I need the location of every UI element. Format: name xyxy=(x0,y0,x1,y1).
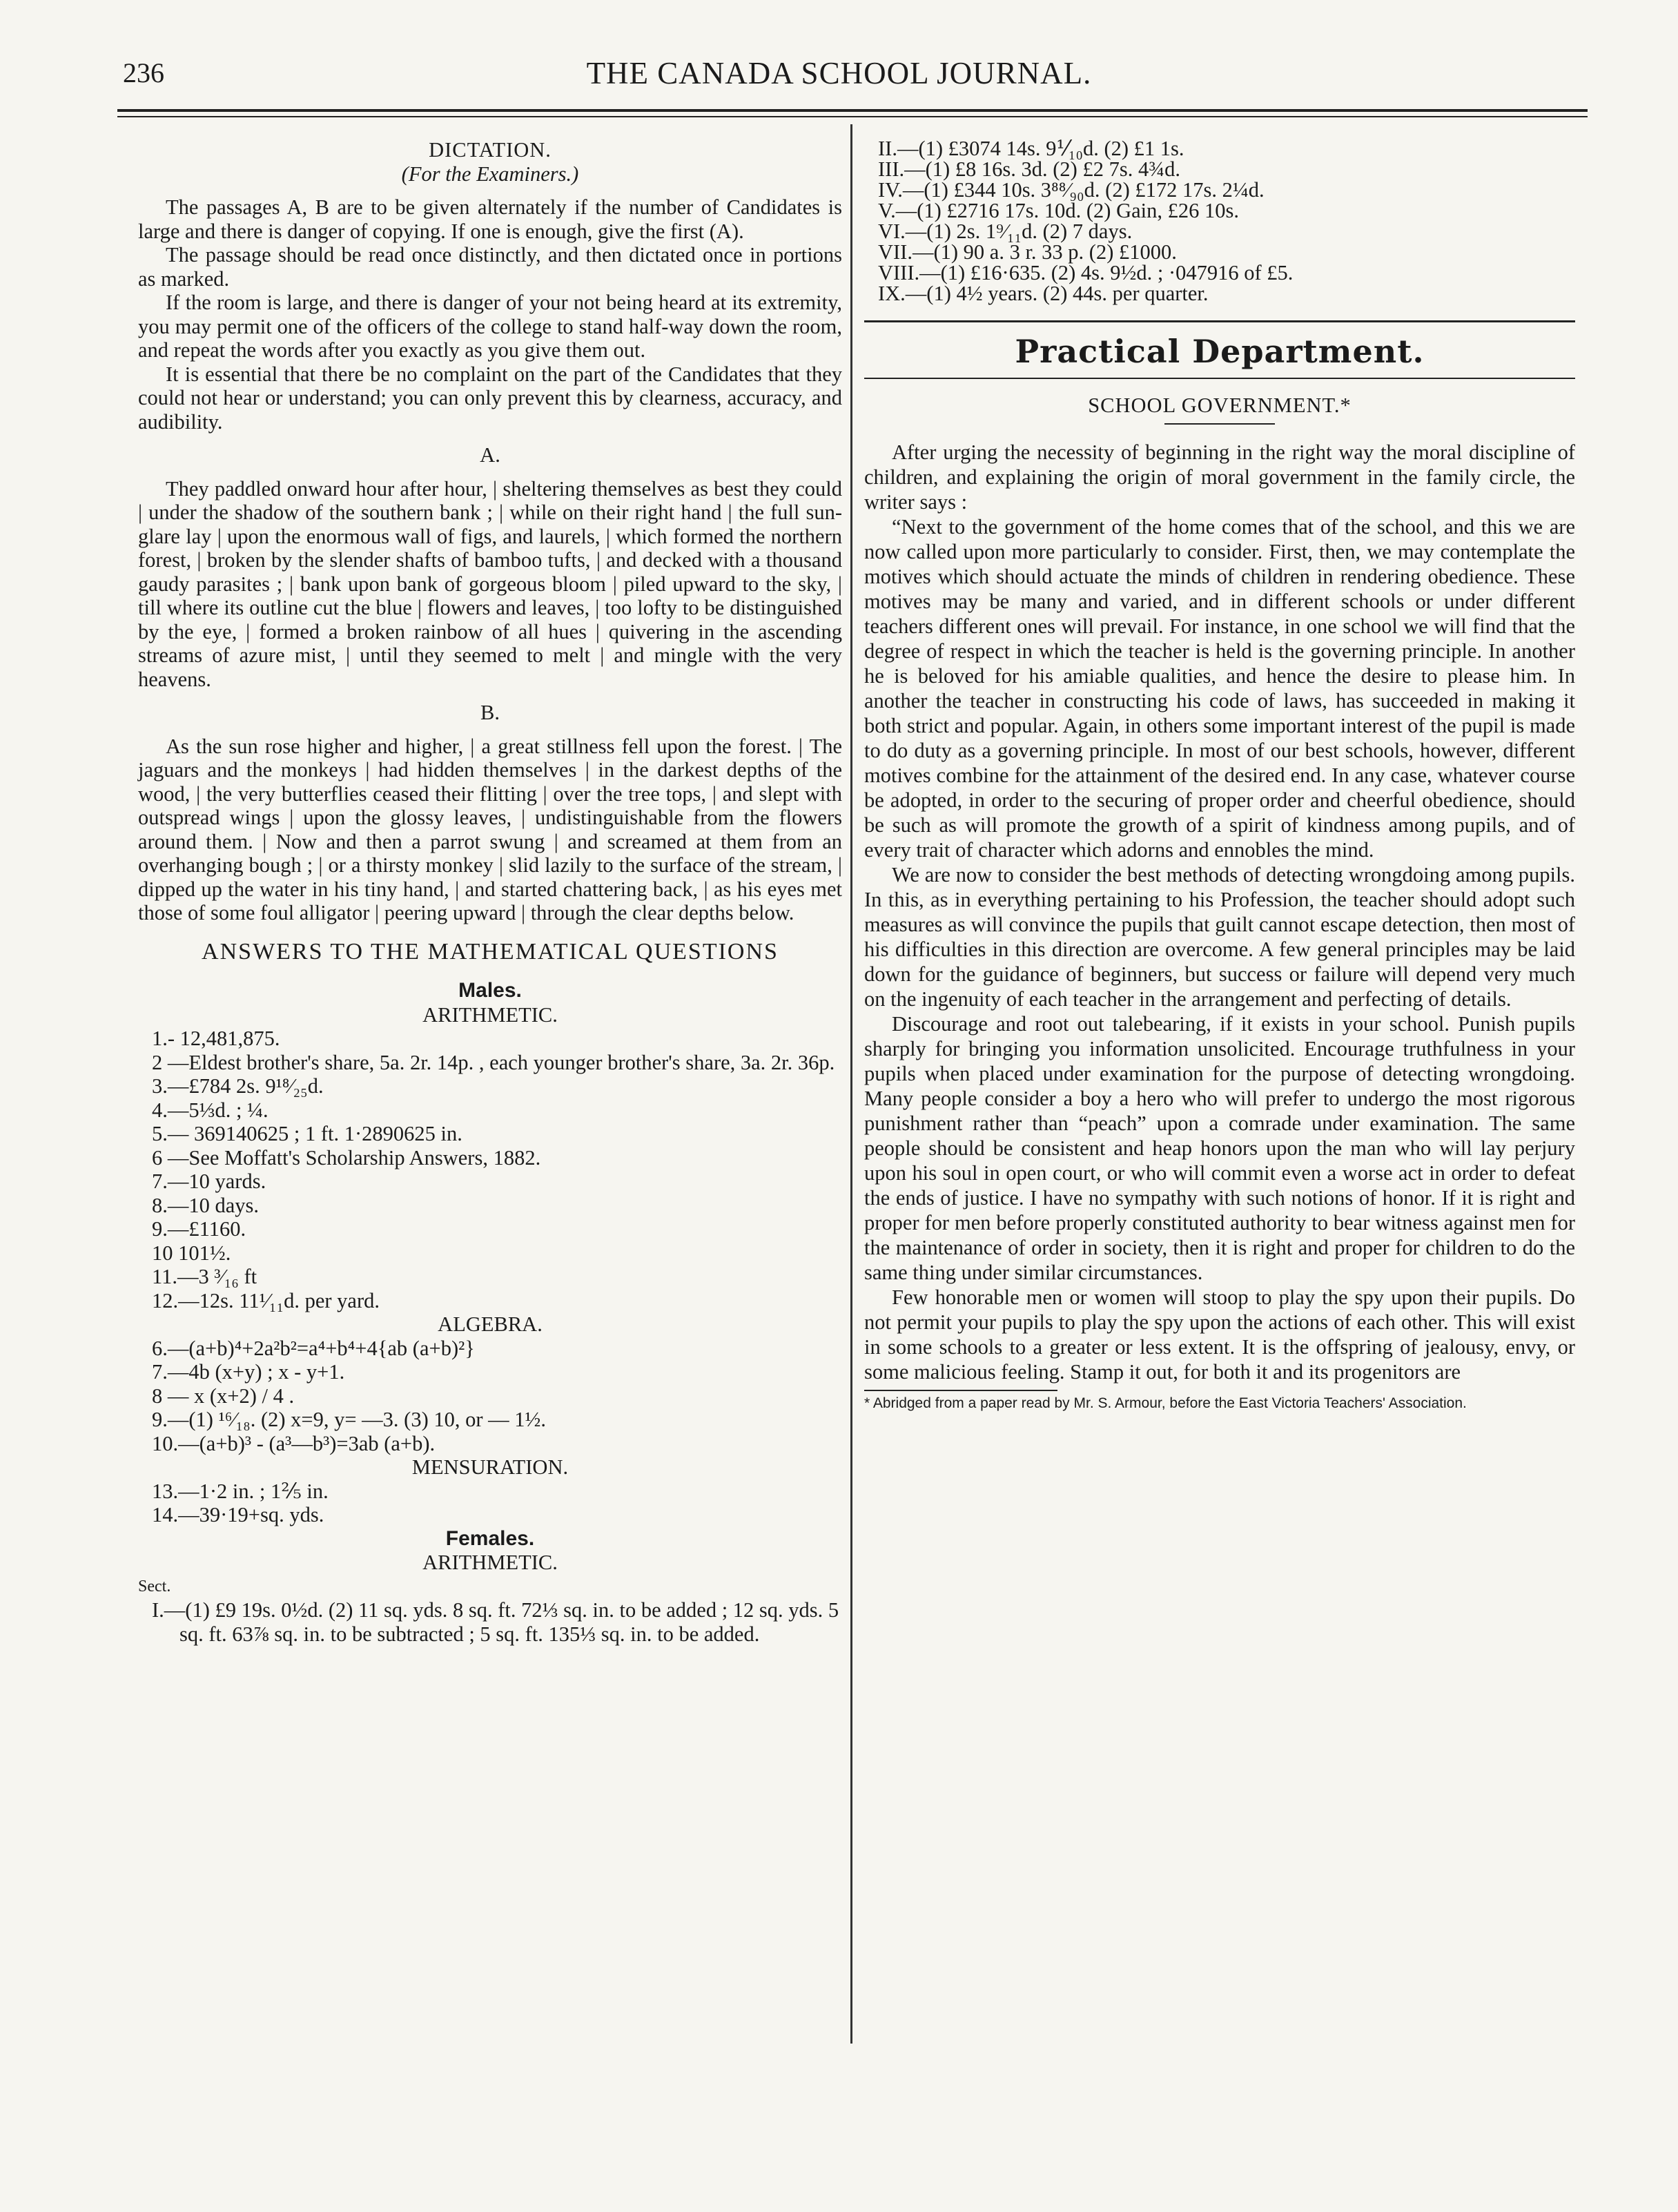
footnote: * Abridged from a paper read by Mr. S. Armour, before the East Victoria Teachers' Association. xyxy=(864,1395,1467,1411)
passage-a-label: A. xyxy=(480,443,500,467)
answer-line: 9.—£1160. xyxy=(152,1217,246,1241)
answer-line: V.—(1) £2716 17s. 10d. (2) Gain, £26 10s. xyxy=(878,199,1239,222)
answer-line: 8 — x (x+2) / 4 . xyxy=(152,1384,295,1408)
journal-title: THE CANADA SCHOOL JOURNAL. xyxy=(586,56,1092,90)
answer-line: 1.- 12,481,875. xyxy=(152,1027,280,1050)
page-number: 236 xyxy=(123,57,164,88)
answer-line: 4.—5⅓d. ; ¼. xyxy=(152,1098,269,1122)
passage-b: As the sun rose higher and higher, | a great stillness fell upon the forest. | The jaguars and the monkeys | had hidden themselves | in the darkest depths of the wood, | the very butterflies ceased their flitting | over the tree tops, | and slept with outspread wings | upon the glossy leaves, | undistinguishable from the flowers around them. | Now and then a parrot swung | and screamed at them from an overhanging bough ; | or a thirsty monkey | slid lazily to the surface of the stream, | dipped up the water in his tiny hand, | and started chattering back, | as his eyes met those of some foul alligator | peering upward | through the clear depths below. xyxy=(138,734,842,924)
body-paragraph: After urging the necessity of beginning in the right way the moral discipline of children, and explaining the origin of moral government in the family circle, the writer says : xyxy=(864,440,1575,514)
sect-label: Sect. xyxy=(138,1577,171,1595)
left-column xyxy=(138,138,842,1646)
header-rule xyxy=(117,109,1588,112)
answer-line: IV.—(1) £344 10s. 3⁸⁸⁄₉₀d. (2) £172 17s. 2¼d. xyxy=(878,178,1265,202)
short-rule xyxy=(1164,423,1275,425)
body-paragraph: We are now to consider the best methods of detecting wrongdoing among pupils. In this, as in everything pertaining to his Profession, the teacher should adopt such measures as will convince the pupils that guilt cannot escape detection, then most of his difficulties in this direction are overcome. A few general principles may be laid down for the guidance of beginners, but success or failure will depend very much on the ingenuity of each teacher in the arrangement and perfecting of details. xyxy=(864,863,1575,1011)
passage-b-label: B. xyxy=(480,701,500,724)
instruction-paragraph: The passage should be read once distinctly, and then dictated once in portions as marked. xyxy=(138,243,842,291)
body-paragraph: “Next to the government of the home comes that of the school, and this we are now called upon more particularly to consider. First, then, we may contemplate the motives which should actuate the minds of children in rendering obedience. These motives may be many and varied, and in different schools or under different teachers different ones will prevail. For instance, in one school we will find that the degree of respect in which the teacher is held is the governing principle. In another he is beloved for his amiable qualities, and hence the desire to please him. In another the teacher in constructing his code of laws, has succeeded in making it both strict and popular. Again, in others some important interest of the pupil is made to do duty as a governing principle. In most of our best schools, however, different motives combine for the attainment of the desired end. In any case, whatever course be adopted, in order to the securing of proper order and cheerful obedience, should be such as will promote the growth of a spirit of kindness among pupils, and of every trait of character which adorns and ennobles the mind. xyxy=(864,515,1575,862)
answer-line: 6.—(a+b)⁴+2a²b²=a⁴+b⁴+4{ab (a+b)²} xyxy=(152,1336,475,1360)
answer-line: 7.—10 yards. xyxy=(152,1170,266,1193)
answers-title: ANSWERS TO THE MATHEMATICAL QUESTIONS xyxy=(202,938,779,964)
section-title: SCHOOL GOVERNMENT.* xyxy=(1088,394,1352,417)
answer-line: VI.—(1) 2s. 1⁹⁄₁₁d. (2) 7 days. xyxy=(878,220,1133,243)
section-rule xyxy=(864,320,1575,322)
instruction-paragraph: It is essential that there be no complaint on the part of the Candidates that they could not hear or understand; you can only prevent this by clearness, accuracy, and audibility. xyxy=(138,362,842,434)
body-paragraph: Few honorable men or women will stoop to play the spy upon their pupils. Do not permit your pupils to play the spy upon the actions of each other. This will exist in some schools to a greater or less extent. It is the offspring of jealousy, envy, or some malicious feeling. Stamp it out, for both it and its progenitors are xyxy=(864,1286,1575,1384)
males-label: Males. xyxy=(458,979,522,1002)
answer-line: I.—(1) £9 19s. 0½d. (2) 11 sq. yds. 8 sq. ft. 72⅓ sq. in. to be added ; 12 sq. yds. 5 sq. ft. 63⅞ sq. in. to be subtracted ; 5 sq. ft. 135⅓ sq. in. to be added. xyxy=(152,1598,839,1646)
answer-line: II.—(1) £3074 14s. 9⅟₁₀d. (2) £1 1s. xyxy=(878,137,1184,160)
answer-line: VIII.—(1) £16·635. (2) 4s. 9½d. ; ·047916 of £5. xyxy=(878,261,1294,284)
answer-line: 11.—3 ³⁄₁₆ ft xyxy=(152,1265,257,1288)
algebra-label: ALGEBRA. xyxy=(438,1312,543,1336)
header-rule-thin xyxy=(117,116,1588,117)
answer-line: 8.—10 days. xyxy=(152,1193,260,1217)
answer-line: 14.—39·19+sq. yds. xyxy=(152,1503,324,1526)
passage-a: They paddled onward hour after hour, | sheltering themselves as best they could | under the shadow of the southern bank ; | while on their right hand | the full sun-glare lay | upon the enormous wall of figs, and laurels, | which formed the northern forest, | broken by the slender shafts of bamboo tufts, | and decked with a thousand gaudy parasites ; | bank upon bank of gorgeous bloom | piled upward to the sky, | till where its outline cut the blue | flowers and leaves, | too lofty to be distinguished by the eye, | formed a broken rainbow of all hues | quivering in the ascending streams of azure mist, | until they seemed to melt | and mingle with the very heavens. xyxy=(138,476,842,691)
answer-line: VII.—(1) 90 a. 3 r. 33 p. (2) £1000. xyxy=(878,240,1177,264)
answer-line: 6 —See Moffatt's Scholarship Answers, 1882. xyxy=(152,1145,541,1170)
mensuration-label: MENSURATION. xyxy=(411,1455,569,1479)
footnote-rule xyxy=(864,1390,1057,1391)
answer-line: 2 —Eldest brother's share, 5a. 2r. 14p. , each younger brother's share, 3a. 2r. 36p. xyxy=(152,1050,835,1074)
answer-line: 9.—(1) ¹⁶⁄₁₈. (2) x=9, y= —3. (3) 10, or — 1½. xyxy=(152,1408,547,1431)
column-divider xyxy=(850,124,852,2044)
answer-line: 13.—1·2 in. ; 1⅖ in. xyxy=(152,1479,329,1503)
section-rule xyxy=(864,378,1575,379)
body-paragraph: Discourage and root out talebearing, if it exists in your school. Punish pupils sharply for bringing you information unsolicited. Encourage truthfulness in your pupils when placed under examination for the purpose of detecting wrongdoing. Many people consider a boy a hero who will prefer to undergo the most rigorous punishment rather than “peach” upon a comrade under examination. The same people should be consistent and heap honors upon the man who will lay perjury upon his soul in open court, or who will commit even a worse act in order to defeat the ends of justice. I have no sympathy with such notions of honor. If it is right and proper for men before properly constituted authority to bear witness against men for the maintenance of order in society, then it is right and proper for children to do the same thing under similar circumstances. xyxy=(864,1012,1575,1284)
arithmetic-label: ARITHMETIC. xyxy=(422,1002,558,1027)
females-label: Females. xyxy=(445,1526,535,1550)
answer-line: 7.—4b (x+y) ; x - y+1. xyxy=(152,1360,345,1384)
arithmetic-label-2: ARITHMETIC. xyxy=(422,1551,558,1574)
answer-line: 5.— 369140625 ; 1 ft. 1·2890625 in. xyxy=(152,1122,462,1145)
right-column xyxy=(864,138,1575,1412)
answer-line: 12.—12s. 11¹⁄₁₁d. per yard. xyxy=(152,1288,380,1312)
answer-line: IX.—(1) 4½ years. (2) 44s. per quarter. xyxy=(878,282,1209,305)
dictation-title: DICTATION. xyxy=(429,138,552,162)
instruction-paragraph: The passages A, B are to be given alternately if the number of Candidates is large and there is danger of copying. If one is enough, give the first (A). xyxy=(138,195,842,243)
department-title: Practical Department. xyxy=(1015,333,1425,370)
answer-line: III.—(1) £8 16s. 3d. (2) £2 7s. 4¾d. xyxy=(878,157,1180,181)
answer-line: 3.—£784 2s. 9¹⁸⁄₂₅d. xyxy=(152,1074,324,1098)
answer-line: 10 101½. xyxy=(152,1241,231,1265)
answer-line: 10.—(a+b)³ - (a³—b³)=3ab (a+b). xyxy=(152,1431,436,1455)
instruction-paragraph: If the room is large, and there is danger of your not being heard at its extremity, you may permit one of the officers of the college to stand half-way down the room, and repeat the words after you exactly as you give them out. xyxy=(138,291,842,362)
dictation-subtitle: (For the Examiners.) xyxy=(401,162,579,186)
